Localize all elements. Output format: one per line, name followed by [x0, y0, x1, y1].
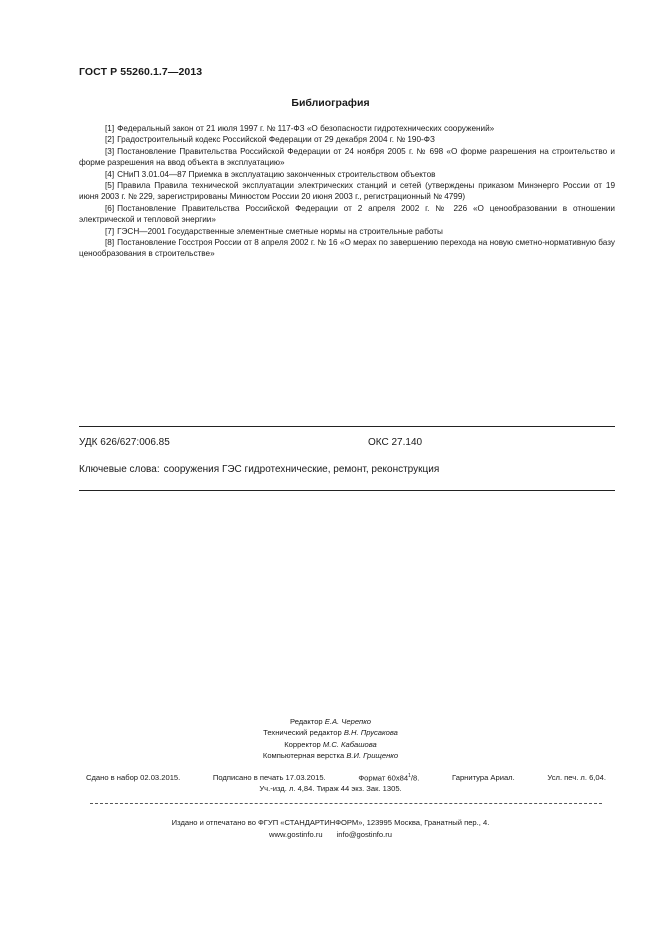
bibliography-entry: [5] Правила Правила технической эксплуатации электрических станций и сетей (утверждены приказом Минэнерго России от 19 июня 2003 г. № 229, зарегистрированы Минюстом России 20 июня 2003 г., регистрационный № 4799) [79, 181, 615, 202]
submitted-date: Сдано в набор 02.03.2015. [86, 773, 181, 782]
tech-editor-line: Технический редактор В.Н. Прусакова [263, 728, 398, 738]
email-link[interactable]: info@gostinfo.ru [336, 830, 393, 839]
print-sheets: Усл. печ. л. 6,04. [547, 773, 606, 782]
layout-line: Компьютерная верстка В.И. Грищенко [262, 750, 399, 760]
bibliography-entry: [6] Постановление Правительства Российской Федерации от 2 апреля 2002 г. № 226 «О ценообразовании в отношении электрической и тепловой энергии» [79, 203, 615, 225]
publisher-line: Издано и отпечатано во ФГУП «СТАНДАРТИНФОРМ», 123995 Москва, Гранатный пер., 4. [171, 818, 490, 827]
imprint-line-2: Уч.-изд. л. 4,84. Тираж 44 экз. Зак. 1305. [259, 784, 402, 793]
credits-block [0, 716, 661, 761]
keywords-value: сооружения ГЭС гидротехнические, ремонт, реконструкция [163, 464, 440, 475]
keywords-label: Ключевые слова: [79, 464, 160, 475]
bibliography-entry: [2] Градостроительный кодекс Российской Федерации от 29 декабря 2004 г. № 190-ФЗ [105, 135, 435, 145]
bibliography-list [79, 123, 615, 260]
paper-format: Формат $60x84^1/8$. [358, 773, 420, 783]
bibliography-entry: [8] Постановление Госстроя России от 8 апреля 2002 г. № 16 «О мерах по завершению перехода на новую сметно-нормативную базу ценообразования в строительстве» [79, 238, 615, 259]
oks-code: ОКС 27.140 [368, 437, 423, 448]
udk-code: УДК 626/627:006.85 [79, 437, 170, 448]
bottom-divider [79, 490, 615, 491]
keywords-line [79, 464, 439, 475]
signed-date: Подписано в печать 17.03.2015. [212, 773, 326, 782]
bibliography-entry: [3] Постановление Правительства Российской Федерации от 24 ноября 2005 г. № 698 «О форме разрешения на строительство и форме разрешения на ввод объекта в эксплуатацию» [79, 146, 615, 168]
contact-line [0, 830, 661, 839]
typeface: Гарнитура Ариал. [452, 773, 515, 782]
bibliography-entry: [7] ГЭСН—2001 Государственные элементные сметные нормы на строительные работы [105, 226, 443, 236]
dashed-divider [90, 803, 602, 804]
editor-line: Редактор Е.А. Черепко [289, 717, 372, 726]
bibliography-entry: [1] Федеральный закон от 21 июля 1997 г. № 117-ФЗ «О безопасности гидротехнических сооружений» [105, 124, 495, 133]
proofreader-line: Корректор М.С. Кабашова [284, 739, 377, 749]
top-divider [79, 426, 615, 427]
bibliography-entry: [4] СНиП 3.01.04—87 Приемка в эксплуатацию законченных строительством объектов [105, 169, 436, 179]
bibliography-title: Библиография [291, 97, 370, 109]
website-link[interactable]: www.gostinfo.ru [268, 830, 323, 839]
document-code: ГОСТ Р 55260.1.7—2013 [79, 66, 203, 78]
imprint-line-1 [86, 773, 606, 783]
